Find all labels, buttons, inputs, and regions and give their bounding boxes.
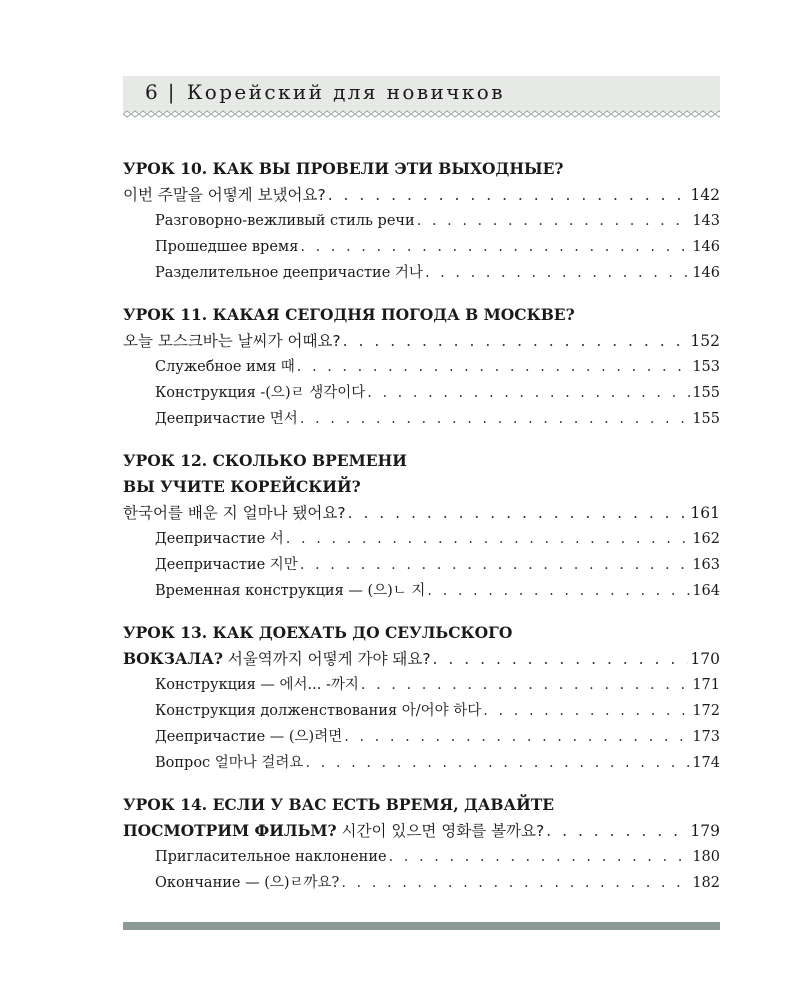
toc-entry-sub[interactable]	[123, 552, 720, 578]
lesson-title: УРОК 11. КАКАЯ СЕГОДНЯ ПОГОДА В МОСКВЕ?	[123, 305, 575, 324]
entry-label: Служебное имя 때	[155, 359, 295, 375]
leader-dots	[286, 526, 691, 552]
toc-entry-sub[interactable]	[123, 750, 720, 776]
toc-entry-main[interactable]	[123, 182, 720, 208]
lesson-title: ВЫ УЧИТЕ КОРЕЙСКИЙ?	[123, 477, 361, 496]
entry-label: Деепричастие 서	[155, 531, 284, 547]
leader-dots	[425, 260, 690, 286]
entry-label	[123, 646, 431, 672]
entry-page: 180	[692, 849, 720, 865]
entry-page: 162	[692, 531, 720, 547]
entry-label-title: ПОСМОТРИМ ФИЛЬМ?	[123, 821, 337, 840]
entry-label-korean: 시간이 있으면 영화를 볼까요?	[341, 822, 545, 840]
leader-dots	[427, 578, 690, 604]
toc-entry-sub[interactable]	[123, 260, 720, 286]
running-header	[123, 76, 720, 112]
entry-label: Конструкция -(으)ㄹ 생각이다	[155, 385, 366, 401]
toc-entry-sub[interactable]	[123, 380, 720, 406]
entry-page: 171	[692, 677, 720, 693]
lesson-title: УРОК 12. СКОЛЬКО ВРЕМЕНИ	[123, 451, 407, 470]
table-of-contents	[123, 156, 720, 912]
lesson-10	[123, 156, 720, 286]
entry-page: 173	[692, 729, 720, 745]
toc-entry-main[interactable]	[123, 500, 720, 526]
entry-page: 163	[692, 557, 720, 573]
entry-page: 153	[692, 359, 720, 375]
entry-label: Конструкция — 에서... -까지	[155, 677, 359, 693]
entry-label: 오늘 모스크바는 날씨가 어때요?	[123, 332, 341, 350]
toc-entry-sub[interactable]	[123, 406, 720, 432]
lesson-11	[123, 302, 720, 432]
leader-dots	[300, 552, 691, 578]
leader-dots	[483, 698, 690, 724]
toc-entry-sub[interactable]	[123, 698, 720, 724]
entry-label-title: ВОКЗАЛА?	[123, 649, 223, 668]
leader-dots	[297, 354, 691, 380]
entry-page: 182	[692, 875, 720, 891]
leader-dots	[348, 500, 689, 526]
lesson-13	[123, 620, 720, 776]
entry-label: Вопрос 얼마나 걸려요	[155, 755, 304, 771]
entry-page: 161	[690, 504, 720, 522]
header-separator: |	[167, 80, 177, 104]
toc-entry-main[interactable]	[123, 328, 720, 354]
entry-label: Конструкция долженствования 아/어야 하다	[155, 703, 482, 719]
leader-dots	[328, 182, 689, 208]
entry-label: Временная конструкция — (으)ㄴ 지	[155, 583, 426, 599]
toc-entry-sub[interactable]	[123, 526, 720, 552]
toc-entry-main[interactable]	[123, 818, 720, 844]
toc-entry-sub[interactable]	[123, 208, 720, 234]
entry-label	[123, 818, 544, 844]
page-number: 6	[145, 80, 158, 104]
lesson-title: УРОК 10. КАК ВЫ ПРОВЕЛИ ЭТИ ВЫХОДНЫЕ?	[123, 159, 564, 178]
entry-page: 152	[690, 332, 720, 350]
leader-dots	[300, 406, 691, 432]
entry-label: Деепричастие 면서	[155, 411, 298, 427]
toc-entry-sub[interactable]	[123, 870, 720, 896]
entry-page: 179	[690, 822, 720, 840]
entry-page: 155	[692, 385, 720, 401]
leader-dots	[343, 328, 689, 354]
lesson-12	[123, 448, 720, 604]
entry-label: Деепричастие 지만	[155, 557, 298, 573]
entry-page: 174	[692, 755, 720, 771]
entry-page: 143	[692, 213, 720, 229]
toc-entry-main[interactable]	[123, 646, 720, 672]
entry-page: 164	[692, 583, 720, 599]
leader-dots	[433, 646, 689, 672]
entry-label: 한국어를 배운 지 얼마나 됐어요?	[123, 504, 346, 522]
leader-dots	[417, 208, 691, 234]
lesson-title: УРОК 13. КАК ДОЕХАТЬ ДО СЕУЛЬСКОГО	[123, 623, 513, 642]
entry-label: Пригласительное наклонение	[155, 849, 387, 865]
entry-label: Разговорно-вежливый стиль речи	[155, 213, 415, 229]
leader-dots	[389, 844, 691, 870]
leader-dots	[344, 724, 690, 750]
book-title: Корейский для новичков	[186, 80, 505, 104]
entry-label-korean: 서울역까지 어떻게 가야 돼요?	[227, 650, 431, 668]
entry-page: 146	[692, 239, 720, 255]
toc-entry-sub[interactable]	[123, 844, 720, 870]
leader-dots	[546, 818, 688, 844]
entry-page: 172	[692, 703, 720, 719]
footer-bar	[123, 922, 720, 930]
entry-page: 170	[690, 650, 720, 668]
entry-page: 146	[692, 265, 720, 281]
toc-entry-sub[interactable]	[123, 354, 720, 380]
leader-dots	[361, 672, 690, 698]
header-text	[145, 80, 505, 104]
leader-dots	[300, 234, 690, 260]
decorative-border	[123, 110, 720, 118]
entry-label: Прошедшее время	[155, 239, 299, 255]
entry-page: 155	[692, 411, 720, 427]
lesson-14	[123, 792, 720, 896]
entry-label: Деепричастие — (으)려면	[155, 729, 343, 745]
toc-entry-sub[interactable]	[123, 578, 720, 604]
entry-label: Разделительное деепричастие 거나	[155, 265, 423, 281]
leader-dots	[367, 380, 690, 406]
toc-entry-sub[interactable]	[123, 672, 720, 698]
entry-page: 142	[690, 186, 720, 204]
entry-label: Окончание — (으)ㄹ까요?	[155, 875, 340, 891]
toc-entry-sub[interactable]	[123, 724, 720, 750]
entry-label: 이번 주말을 어떻게 보냈어요?	[123, 186, 326, 204]
lesson-title: УРОК 14. ЕСЛИ У ВАС ЕСТЬ ВРЕМЯ, ДАВАЙТЕ	[123, 795, 555, 814]
toc-entry-sub[interactable]	[123, 234, 720, 260]
leader-dots	[341, 870, 690, 896]
leader-dots	[305, 750, 690, 776]
